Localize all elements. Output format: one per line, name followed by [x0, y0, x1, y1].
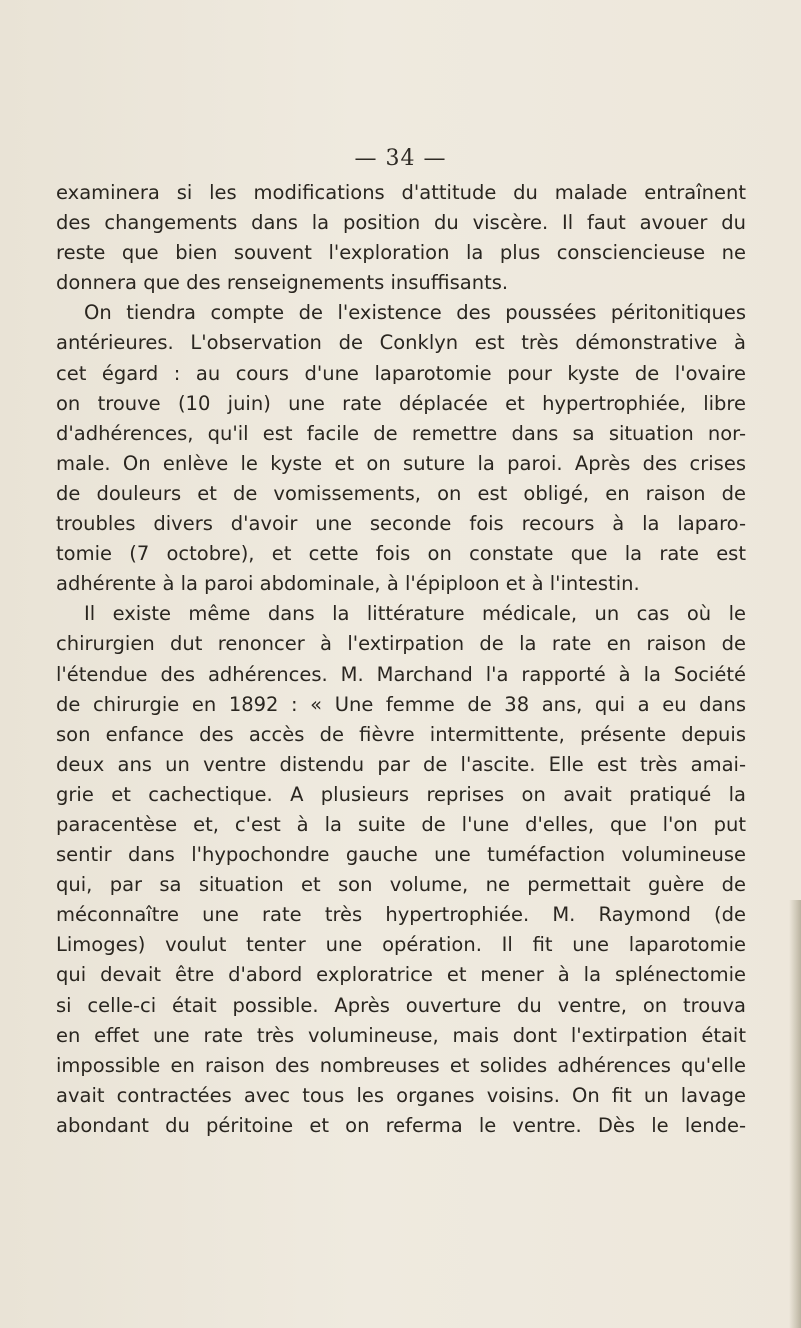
text-line: qui devait être d'abord exploratrice et mener à la splénectomie — [56, 963, 746, 987]
text-line: l'étendue des adhérences. M. Marchand l'a rapporté à la Société — [56, 662, 746, 686]
text-line: sentir dans l'hypochondre gauche une tuméfaction volumineuse — [56, 843, 746, 867]
page-number: — 34 — — [354, 146, 447, 171]
text-line: grie et cachectique. A plusieurs reprises on avait pratiqué la — [56, 782, 746, 806]
text-line: des changements dans la position du viscère. Il faut avouer du — [56, 211, 746, 235]
text-line: Il existe même dans la littérature médicale, un cas où le — [84, 602, 746, 626]
text-line: tomie (7 octobre), et cette fois on constate que la rate est — [56, 542, 746, 566]
text-line: qui, par sa situation et son volume, ne permettait guère de — [56, 873, 746, 897]
text-line: troubles divers d'avoir une seconde fois recours à la laparo- — [56, 512, 746, 536]
text-line: donnera que des renseignements insuffisants. — [56, 271, 509, 295]
page-edge-shadow — [789, 900, 801, 1328]
text-line: paracentèse et, c'est à la suite de l'une d'elles, que l'on put — [56, 812, 746, 836]
text-line: en effet une rate très volumineuse, mais dont l'extirpation était — [56, 1023, 746, 1047]
text-line: d'adhérences, qu'il est facile de remettre dans sa situation nor- — [56, 421, 746, 445]
text-line: méconnaître une rate très hypertrophiée. M. Raymond (de — [56, 903, 746, 927]
text-line: on trouve (10 juin) une rate déplacée et hypertrophiée, libre — [56, 391, 746, 415]
text-line: deux ans un ventre distendu par de l'ascite. Elle est très amai- — [56, 752, 746, 776]
text-line: On tiendra compte de l'existence des poussées péritonitiques — [84, 301, 746, 325]
text-line: de chirurgie en 1892 : « Une femme de 38 ans, qui a eu dans — [56, 692, 746, 716]
text-line: examinera si les modifications d'attitude du malade entraînent — [56, 181, 746, 204]
text-line: si celle-ci était possible. Après ouverture du ventre, on trouva — [56, 993, 746, 1017]
text-line: male. On enlève le kyste et on suture la paroi. Après des crises — [56, 451, 746, 475]
text-line: cet égard : au cours d'une laparotomie pour kyste de l'ovaire — [56, 361, 746, 385]
text-line: chirurgien dut renoncer à l'extirpation de la rate en raison de — [56, 632, 746, 656]
text-line: reste que bien souvent l'exploration la plus consciencieuse ne — [56, 241, 746, 265]
text-line: impossible en raison des nombreuses et solides adhérences qu'elle — [56, 1053, 746, 1077]
text-line: son enfance des accès de fièvre intermittente, présente depuis — [56, 722, 746, 746]
text-line: Limoges) voulut tenter une opération. Il fit une laparotomie — [56, 933, 746, 957]
text-line: adhérente à la paroi abdominale, à l'épiploon et à l'intestin. — [56, 572, 640, 596]
body-text — [56, 178, 746, 1141]
text-line: antérieures. L'observation de Conklyn est très démonstrative à — [56, 331, 746, 355]
text-line: de douleurs et de vomissements, on est obligé, en raison de — [56, 481, 746, 505]
text-line: abondant du péritoine et on referma le ventre. Dès le lende- — [56, 1113, 746, 1137]
text-line: avait contractées avec tous les organes voisins. On fit un lavage — [56, 1083, 746, 1107]
